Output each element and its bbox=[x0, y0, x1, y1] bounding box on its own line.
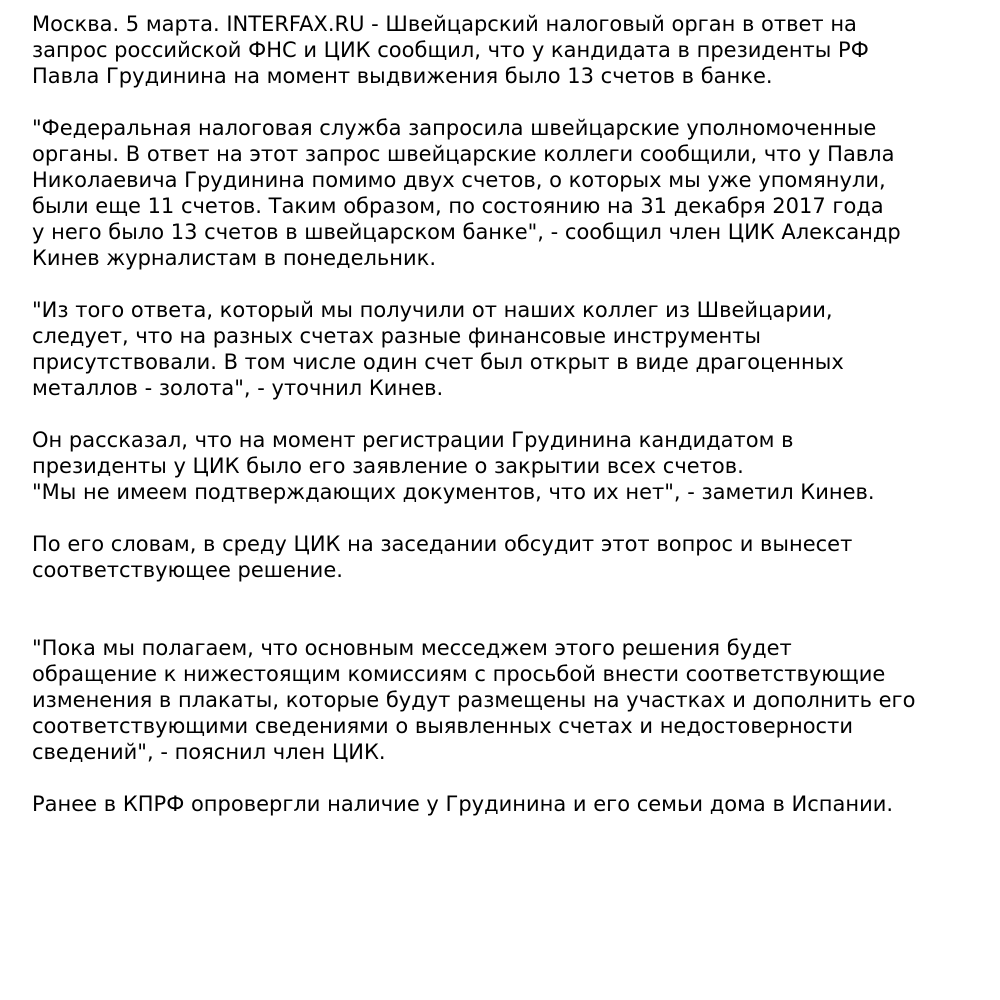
paragraph-5 bbox=[32, 531, 982, 583]
paragraph-spacer bbox=[32, 271, 982, 297]
paragraph-3 bbox=[32, 297, 982, 401]
text-line: были еще 11 счетов. Таким образом, по состоянию на 31 декабря 2017 года bbox=[32, 194, 884, 218]
paragraph-spacer bbox=[32, 583, 982, 635]
paragraph-7 bbox=[32, 791, 982, 817]
text-line: следует, что на разных счетах разные финансовые инструменты bbox=[32, 324, 762, 348]
paragraph-spacer bbox=[32, 89, 982, 115]
text-line: президенты у ЦИК было его заявление о закрытии всех счетов. bbox=[32, 454, 744, 478]
text-line: "Из того ответа, который мы получили от наших коллег из Швейцарии, bbox=[32, 298, 833, 322]
text-line: По его словам, в среду ЦИК на заседании обсудит этот вопрос и вынесет bbox=[32, 532, 853, 556]
paragraph-2 bbox=[32, 115, 982, 271]
text-line: присутствовали. В том числе один счет был открыт в виде драгоценных bbox=[32, 350, 844, 374]
text-line: Москва. 5 марта. INTERFAX.RU - Швейцарский налоговый орган в ответ на bbox=[32, 12, 857, 36]
text-line: "Мы не имеем подтверждающих документов, что их нет", - заметил Кинев. bbox=[32, 480, 875, 504]
text-line: Кинев журналистам в понедельник. bbox=[32, 246, 437, 270]
text-line: "Пока мы полагаем, что основным месседжем этого решения будет bbox=[32, 636, 792, 660]
paragraph-spacer bbox=[32, 505, 982, 531]
text-line: соответствующее решение. bbox=[32, 558, 343, 582]
paragraph-1 bbox=[32, 11, 982, 89]
text-line: обращение к нижестоящим комиссиям с просьбой внести соответствующие bbox=[32, 662, 886, 686]
text-line: металлов - золота", - уточнил Кинев. bbox=[32, 376, 444, 400]
paragraph-spacer bbox=[32, 765, 982, 791]
text-line: сведений", - пояснил член ЦИК. bbox=[32, 740, 386, 764]
text-line: изменения в плакаты, которые будут размещены на участках и дополнить его bbox=[32, 688, 916, 712]
text-line: соответствующими сведениями о выявленных счетах и недостоверности bbox=[32, 714, 853, 738]
text-line: "Федеральная налоговая служба запросила швейцарские уполномоченные bbox=[32, 116, 877, 140]
text-line: органы. В ответ на этот запрос швейцарские коллеги сообщили, что у Павла bbox=[32, 142, 895, 166]
text-line: Николаевича Грудинина помимо двух счетов, о которых мы уже упомянули, bbox=[32, 168, 886, 192]
paragraph-4 bbox=[32, 427, 982, 505]
text-line: у него было 13 счетов в швейцарском банке", - сообщил член ЦИК Александр bbox=[32, 220, 901, 244]
text-line: Он рассказал, что на момент регистрации Грудинина кандидатом в bbox=[32, 428, 794, 452]
text-line: Ранее в КПРФ опровергли наличие у Грудинина и его семьи дома в Испании. bbox=[32, 792, 894, 816]
text-line: Павла Грудинина на момент выдвижения было 13 счетов в банке. bbox=[32, 64, 773, 88]
news-article bbox=[32, 11, 982, 817]
text-line: запрос российской ФНС и ЦИК сообщил, что у кандидата в президенты РФ bbox=[32, 38, 869, 62]
paragraph-spacer bbox=[32, 401, 982, 427]
paragraph-6 bbox=[32, 635, 982, 765]
